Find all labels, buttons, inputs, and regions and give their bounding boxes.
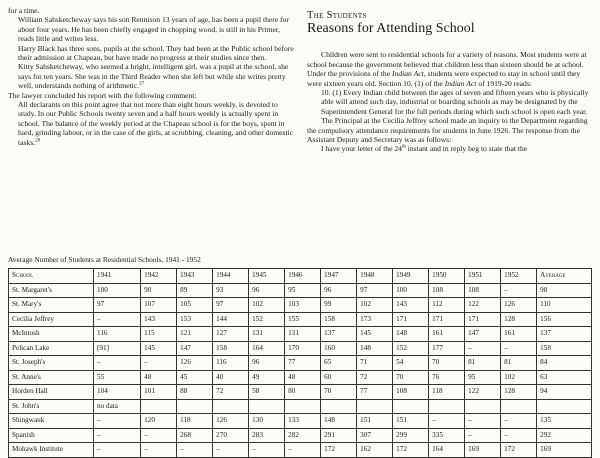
value-cell: 70 [321, 385, 357, 400]
value-cell: – [285, 443, 321, 458]
value-cell: 143 [141, 312, 177, 327]
value-cell: 127 [213, 327, 249, 342]
value-cell: 118 [429, 385, 465, 400]
value-cell: 268 [177, 428, 213, 443]
value-cell: 172 [393, 443, 429, 458]
value-cell: – [429, 414, 465, 429]
school-name-cell: Shingwauk [9, 414, 94, 429]
value-cell: 169 [465, 443, 501, 458]
no-data-cell: no data [94, 399, 141, 414]
value-cell: – [94, 414, 141, 429]
value-cell: 108 [429, 283, 465, 298]
value-cell: 169 [537, 443, 592, 458]
table-row [9, 298, 592, 313]
school-name-cell: St. Joseph's [9, 356, 94, 371]
value-cell: 72 [213, 385, 249, 400]
endnote-ref: 28 [35, 138, 41, 144]
header-cell: 1949 [393, 269, 429, 284]
empty-cell [393, 399, 429, 414]
value-cell: – [94, 312, 141, 327]
value-cell: 81 [465, 356, 501, 371]
school-name-cell: St. Anne's [9, 370, 94, 385]
header-cell: 1943 [177, 269, 213, 284]
value-cell: 96 [249, 283, 285, 298]
value-cell: – [465, 428, 501, 443]
empty-cell [537, 399, 592, 414]
value-cell: 96 [249, 356, 285, 371]
value-cell: 147 [177, 341, 213, 356]
block-quote: 10. (1) Every Indian child between the ages of seven and fifteen years who is physically able will attend such day, industrial or boarding schools as may be designated by the Superintendent General for the full periods during which such school is open each year. [321, 88, 589, 116]
value-cell: 60 [321, 370, 357, 385]
value-cell: 89 [177, 283, 213, 298]
paragraph: Harry Black has three sons, pupils at the school. They had been at the Public school before their admission at Chapeau, but have made no progress at their studies since then. [18, 43, 294, 63]
value-cell: 292 [537, 428, 592, 443]
value-cell: 77 [285, 356, 321, 371]
value-cell: 135 [537, 414, 592, 429]
paragraph-text: of 1919-20 reads: [476, 78, 532, 88]
value-cell: 161 [501, 327, 537, 342]
value-cell: 97 [94, 298, 141, 313]
header-cell: 1946 [285, 269, 321, 284]
value-cell: – [465, 341, 501, 356]
value-cell: 97 [213, 298, 249, 313]
value-cell: 93 [213, 283, 249, 298]
value-cell: 48 [141, 370, 177, 385]
paragraph: William Sahsketcheway says his son Rennison 13 years of age, has been a pupil there for about four years. He has been chiefly engaged in chopping wood, is still in his Primer, reads little and writes less. [18, 15, 289, 44]
school-name-cell: Mohawk Institute [9, 443, 94, 458]
empty-cell [321, 399, 357, 414]
value-cell: 110 [537, 298, 592, 313]
value-cell: 80 [285, 385, 321, 400]
value-cell: 145 [357, 327, 393, 342]
value-cell: 98 [537, 283, 592, 298]
value-cell: 95 [465, 370, 501, 385]
value-cell: – [501, 414, 537, 429]
value-cell: 116 [94, 327, 141, 342]
value-cell: 102 [249, 298, 285, 313]
value-cell: – [94, 356, 141, 371]
school-name-cell: Horden Hall [9, 385, 94, 400]
table-row [9, 283, 592, 298]
value-cell: 128 [501, 385, 537, 400]
value-cell: 173 [357, 312, 393, 327]
endnote-ref: 27 [139, 81, 145, 87]
empty-cell [465, 399, 501, 414]
paragraph-text: , students were expected to stay in school until they were sixteen years old. Section 10. (1) of the [307, 69, 581, 88]
value-cell: 120 [141, 414, 177, 429]
value-cell: 133 [285, 414, 321, 429]
table-row [9, 327, 592, 342]
value-cell: 103 [285, 298, 321, 313]
paragraph [307, 144, 592, 153]
value-cell: 102 [357, 298, 393, 313]
value-cell: 71 [357, 356, 393, 371]
value-cell: 126 [501, 298, 537, 313]
right-column [307, 6, 592, 154]
value-cell: 156 [537, 312, 592, 327]
table-row [9, 312, 592, 327]
value-cell: 164 [429, 443, 465, 458]
value-cell: 96 [321, 283, 357, 298]
value-cell: 88 [177, 385, 213, 400]
value-cell: – [141, 356, 177, 371]
school-name-cell: Pelican Lake [9, 341, 94, 356]
header-cell: 1948 [357, 269, 393, 284]
paragraph-text: Kitty Sahsketcheway, who seemed a bright, intelligent girl, was a pupil at the school, she says for ten years. She was in the Third Reader when she left but while she writes pretty well, understands nothing of arithmetic. [18, 62, 289, 91]
value-cell: 299 [393, 428, 429, 443]
value-cell: 164 [249, 341, 285, 356]
value-cell: 63 [537, 370, 592, 385]
value-cell: 162 [357, 443, 393, 458]
value-cell: 152 [393, 341, 429, 356]
value-cell: 48 [285, 370, 321, 385]
value-cell: 151 [357, 414, 393, 429]
value-cell: 161 [429, 327, 465, 342]
value-cell: 171 [465, 312, 501, 327]
header-cell: 1950 [429, 269, 465, 284]
superscript: th [401, 144, 406, 150]
value-cell: 70 [429, 356, 465, 371]
value-cell: 121 [177, 327, 213, 342]
value-cell: 137 [321, 327, 357, 342]
value-cell: 94 [537, 385, 592, 400]
empty-cell [141, 399, 177, 414]
value-cell: – [94, 428, 141, 443]
value-cell: 144 [213, 312, 249, 327]
value-cell: 158 [213, 341, 249, 356]
table-row [9, 428, 592, 443]
value-cell: 270 [213, 428, 249, 443]
table-row [9, 385, 592, 400]
value-cell: 172 [321, 443, 357, 458]
value-cell: 76 [429, 370, 465, 385]
value-cell: 282 [285, 428, 321, 443]
empty-cell [213, 399, 249, 414]
value-cell: 148 [321, 414, 357, 429]
value-cell: – [465, 414, 501, 429]
value-cell: 90 [141, 283, 177, 298]
table-row [9, 341, 592, 356]
paragraph-text: instant and in reply beg to state that the [405, 144, 528, 154]
value-cell: – [501, 341, 537, 356]
paragraph: The lawyer concluded his report with the following comment: [8, 90, 197, 100]
value-cell: 177 [429, 341, 465, 356]
paragraph: for a time. [8, 6, 40, 15]
section-kicker: The Students [307, 10, 367, 21]
value-cell: 116 [213, 356, 249, 371]
value-cell: 40 [213, 370, 249, 385]
empty-cell [357, 399, 393, 414]
school-name-cell: McIntosh [9, 327, 94, 342]
value-cell: 49 [249, 370, 285, 385]
value-cell: 122 [465, 385, 501, 400]
value-cell: 105 [177, 298, 213, 313]
value-cell: – [501, 428, 537, 443]
school-name-cell: Spanish [9, 428, 94, 443]
value-cell: 101 [141, 385, 177, 400]
value-cell: 170 [285, 341, 321, 356]
value-cell: 335 [429, 428, 465, 443]
value-cell: 131 [249, 327, 285, 342]
value-cell: 107 [141, 298, 177, 313]
value-cell: 160 [321, 341, 357, 356]
value-cell: 84 [537, 356, 592, 371]
value-cell: 158 [537, 341, 592, 356]
table-row [9, 370, 592, 385]
value-cell: 99 [321, 298, 357, 313]
value-cell: 137 [537, 327, 592, 342]
value-cell: 100 [94, 283, 141, 298]
value-cell: – [177, 443, 213, 458]
italic-text: Indian Act [444, 78, 477, 88]
value-cell: 126 [213, 414, 249, 429]
value-cell: – [94, 443, 141, 458]
value-cell: 118 [177, 414, 213, 429]
value-cell: 171 [429, 312, 465, 327]
header-school: School [9, 269, 94, 284]
table-header-row [9, 269, 592, 284]
table-row [9, 399, 592, 414]
value-cell: 81 [501, 356, 537, 371]
table-row [9, 414, 592, 429]
empty-cell [285, 399, 321, 414]
value-cell: 55 [94, 370, 141, 385]
school-name-cell: St. John's [9, 399, 94, 414]
paragraph-text: All declarants on this point agree that not more than eight hours weekly, is devoted to study. In our Public Schools twenty seven and a half hours weekly is actually spent in school. The balance of the weekly period at the Chapeau school is for the boys, spent in hard, grinding labour, or in the case of the girls, at scrubbing, cleaning, and other domestic tasks. [18, 100, 294, 147]
value-cell: 97 [357, 283, 393, 298]
value-cell: 58 [249, 385, 285, 400]
value-cell: – [141, 443, 177, 458]
italic-text: Indian Act [392, 69, 424, 79]
left-column [8, 6, 295, 147]
value-cell: 122 [465, 298, 501, 313]
value-cell: – [249, 443, 285, 458]
value-cell: 65 [321, 356, 357, 371]
paragraph: The Principal at the Cecilia Jeffrey school made an inquiry to the Department regarding the compulsory attendance requirements for students in June 1926. The response from the Assistant Deputy and Secretary was as follows: [307, 116, 588, 145]
value-cell: 102 [501, 370, 537, 385]
value-cell: 171 [393, 312, 429, 327]
value-cell: 283 [249, 428, 285, 443]
paragraph-text: Children were sent to residential schools for a variety of reasons. Most students were at school because the government believed that children less than sixteen should be at school. Under the provisions of the [307, 50, 587, 79]
header-cell: 1951 [465, 269, 501, 284]
school-name-cell: Cecilia Jeffrey [9, 312, 94, 327]
value-cell: 153 [177, 312, 213, 327]
paragraph [307, 50, 592, 88]
value-cell: 115 [141, 327, 177, 342]
value-cell: 158 [321, 312, 357, 327]
value-cell: 112 [429, 298, 465, 313]
value-cell: – [501, 283, 537, 298]
header-cell: 1945 [249, 269, 285, 284]
value-cell: 148 [357, 341, 393, 356]
empty-cell [501, 399, 537, 414]
header-cell: 1941 [94, 269, 141, 284]
value-cell: 108 [393, 385, 429, 400]
value-cell: 148 [393, 327, 429, 342]
value-cell: 128 [501, 312, 537, 327]
value-cell: 108 [465, 283, 501, 298]
value-cell: 147 [465, 327, 501, 342]
header-cell: 1952 [501, 269, 537, 284]
empty-cell [177, 399, 213, 414]
value-cell: 72 [357, 370, 393, 385]
paragraph [8, 100, 295, 147]
header-cell: 1944 [213, 269, 249, 284]
table-row [9, 356, 592, 371]
value-cell: 100 [393, 283, 429, 298]
value-cell: 104 [94, 385, 141, 400]
school-name-cell: St. Mary's [9, 298, 94, 313]
value-cell: 145 [141, 341, 177, 356]
value-cell: 95 [285, 283, 321, 298]
value-cell: 172 [501, 443, 537, 458]
value-cell: 151 [393, 414, 429, 429]
paragraph-text: I have your letter of the 24 [321, 144, 402, 154]
header-cell: 1947 [321, 269, 357, 284]
enrollment-table [8, 268, 592, 458]
value-cell: 54 [393, 356, 429, 371]
value-cell: 155 [285, 312, 321, 327]
value-cell: 45 [177, 370, 213, 385]
value-cell: – [213, 443, 249, 458]
table-caption: Average Number of Students at Residential Schools, 1941 - 1952 [8, 255, 201, 264]
value-cell: 152 [249, 312, 285, 327]
header-cell: 1942 [141, 269, 177, 284]
value-cell: 130 [249, 414, 285, 429]
value-cell: 70 [393, 370, 429, 385]
section-title: Reasons for Attending School [307, 21, 475, 37]
value-cell: 126 [177, 356, 213, 371]
empty-cell [249, 399, 285, 414]
school-name-cell: St. Margaret's [9, 283, 94, 298]
value-cell: 77 [357, 385, 393, 400]
value-cell: 131 [285, 327, 321, 342]
value-cell: 307 [357, 428, 393, 443]
value-cell: 143 [393, 298, 429, 313]
value-cell: – [141, 428, 177, 443]
value-cell: [91] [94, 341, 141, 356]
value-cell: 291 [321, 428, 357, 443]
header-cell: Average [537, 269, 592, 284]
empty-cell [429, 399, 465, 414]
paragraph [8, 62, 295, 90]
